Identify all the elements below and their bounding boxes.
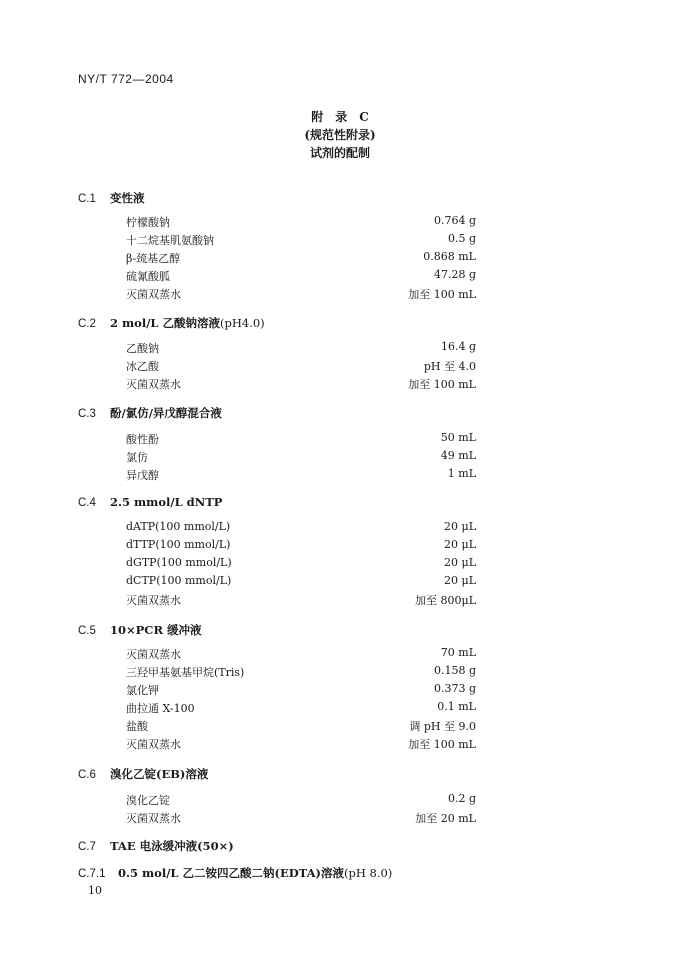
list-item: 灭菌双蒸水 70 mL bbox=[126, 646, 476, 661]
list-item: 柠檬酸钠 0.764 g bbox=[126, 214, 476, 229]
list-item: 氯化钾 0.373 g bbox=[126, 682, 476, 697]
list-item: 冰乙酸 pH 至 4.0 bbox=[126, 360, 476, 373]
list-item: 三羟甲基氨基甲烷(Tris) 0.158 g bbox=[126, 664, 476, 679]
appendix-type: (规范性附录) bbox=[304, 128, 376, 142]
page-number: 10 bbox=[88, 884, 102, 897]
list-item: 曲拉通 X-100 0.1 mL bbox=[126, 700, 476, 715]
list-item: 乙酸钠 16.4 g bbox=[126, 340, 476, 355]
list-item: 酸性酚 50 mL bbox=[126, 431, 476, 446]
list-item: 异戊醇 1 mL bbox=[126, 467, 476, 482]
section-c7-title: C.7 TAE 电泳缓冲液(50×) bbox=[78, 839, 234, 853]
standard-id: NY/T 772—2004 bbox=[78, 72, 174, 86]
section-c5-title: C.5 10×PCR 缓冲液 bbox=[78, 623, 202, 637]
section-c4-title: C.4 2.5 mmol/L dNTP bbox=[78, 495, 223, 509]
list-item: β-巯基乙醇 0.868 mL bbox=[126, 250, 476, 265]
section-c3-title: C.3 酚/氯仿/异戊醇混合液 bbox=[78, 406, 222, 420]
list-item: dATP(100 mmol/L) 20 μL bbox=[126, 520, 476, 533]
list-item: 盐酸 调 pH 至 9.0 bbox=[126, 720, 476, 733]
list-item: 灭菌双蒸水 加至 20 mL bbox=[126, 812, 476, 825]
appendix-title: 试剂的配制 bbox=[309, 146, 370, 160]
section-c6-title: C.6 溴化乙锭(EB)溶液 bbox=[78, 767, 209, 781]
list-item: dTTP(100 mmol/L) 20 μL bbox=[126, 538, 476, 551]
section-c7-1-title: C.7.1 0.5 mol/L 乙二铵四乙酸二钠(EDTA)溶液(pH 8.0) bbox=[78, 866, 393, 880]
list-item: dCTP(100 mmol/L) 20 μL bbox=[126, 574, 476, 587]
list-item: 硫氰酸胍 47.28 g bbox=[126, 268, 476, 283]
list-item: 灭菌双蒸水 加至 100 mL bbox=[126, 288, 476, 301]
list-item: dGTP(100 mmol/L) 20 μL bbox=[126, 556, 476, 569]
list-item: 氯仿 49 mL bbox=[126, 449, 476, 464]
section-c2-title: C.2 2 mol/L 乙酸钠溶液(pH4.0) bbox=[78, 316, 265, 330]
list-item: 灭菌双蒸水 加至 100 mL bbox=[126, 738, 476, 751]
appendix-label: 附 录 C bbox=[311, 110, 369, 124]
list-item: 灭菌双蒸水 加至 800μL bbox=[126, 594, 476, 607]
appendix-heading bbox=[0, 108, 680, 162]
section-c1-title: C.1 变性液 bbox=[78, 191, 145, 205]
list-item: 溴化乙锭 0.2 g bbox=[126, 792, 476, 807]
list-item: 十二烷基肌氨酸钠 0.5 g bbox=[126, 232, 476, 247]
list-item: 灭菌双蒸水 加至 100 mL bbox=[126, 378, 476, 391]
